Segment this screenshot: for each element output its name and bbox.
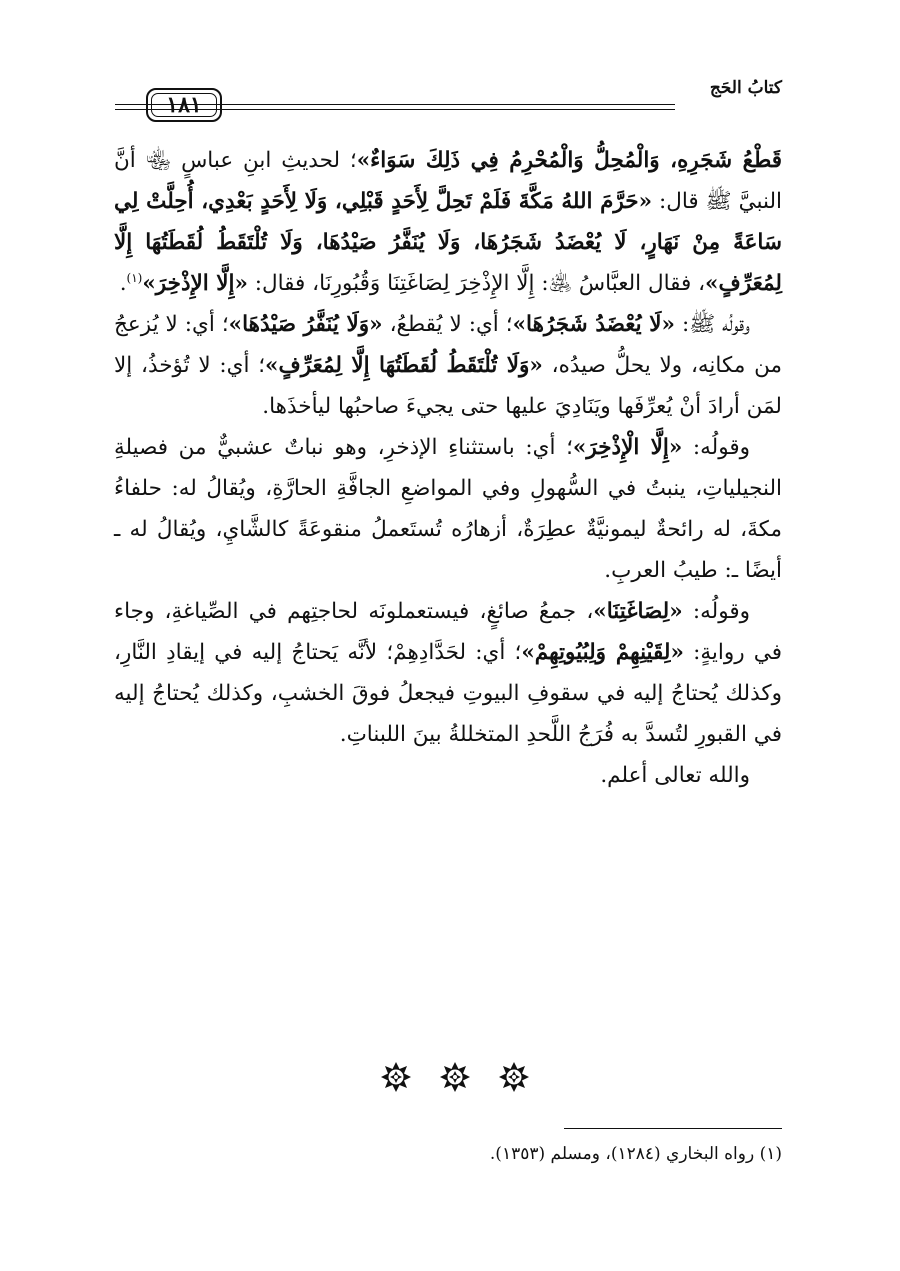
hadith-quote: «لِصَاغَتِنَا» (593, 599, 683, 624)
text-run: ؛ أي: لا يُزعجُ من مكانِه، ولا يحلُّ صيدُه، (114, 312, 782, 378)
text-run: وقولُه ﷺ: (674, 312, 750, 337)
star-rosette-icon (439, 1061, 471, 1093)
text-run: وقولُه: (682, 599, 750, 624)
text-run: ، فقال: (247, 271, 320, 296)
text-run: ، فقال العبَّاسُ ﵁: (534, 271, 706, 296)
star-rosette-icon (380, 1061, 412, 1093)
text-run: ؛ أي: لا يُقطعُ، (382, 312, 513, 337)
text-run: إِلَّا الإِذْخِرَ لِصَاغَتِنَا وَقُبُورِنَا (319, 271, 535, 296)
page-number: ١٨١ (151, 93, 217, 117)
text-run: ؛ أي: لا تُؤخذُ، إلا لمَن أرادَ أنْ يُعرِّفَها ويَنَادِيَ عليها حتى يجيءَ صاحبُها ليأخذَها. (114, 353, 782, 419)
text-run: ؛ لحديثِ ابنِ عباسٍ ﵄ أنَّ النبيَّ ﷺ قال: (114, 148, 783, 214)
paragraph (114, 304, 782, 427)
hadith-quote: «لِقَيْنِهِمْ وَلِبُيُوتِهِمْ» (521, 640, 684, 665)
footnote-ref[interactable]: (١) (126, 270, 143, 285)
book-title: كتابُ الحَج (709, 78, 782, 98)
footnote-rule (564, 1128, 782, 1129)
hadith-quote: «إِلَّا الإِذْخِرَ» (142, 271, 248, 296)
closing-line: والله تعالى أعلم. (600, 763, 750, 788)
header-rule (118, 109, 146, 110)
hadith-quote: «وَلَا تُلْتَقَطُ لُقَطَتُهَا إِلَّا لِمُعَرِّفٍ» (265, 353, 543, 378)
hadith-quote: «حَرَّمَ اللهُ مَكَّةَ فَلَمْ تَحِلَّ لِأَحَدٍ قَبْلِي، وَلَا لِأَحَدٍ بَعْدِي، أُحِلَّتْ لِي سَاعَةً مِنْ نَهَارٍ، لَا يُعْضَدُ شَجَرُهَا، وَلَا يُنَفَّرُ صَيْدُهَا، وَلَا تُلْتَقَطُ لُقَطَتُهَا إِلَّا لِمُعَرِّفٍ» (114, 189, 782, 296)
paragraph (114, 140, 782, 304)
text-run: وقولُه: (682, 435, 750, 460)
text-run: ؛ أي: باستثناءِ الإذخرِ، وهو نباتٌ عشبيٌّ من فصيلةِ النجيلياتِ، ينبتُ في السُّهولِ وفي المواضعِ الجافَّةِ الحارَّةِ، ويُقالُ له: حلفاءُ مكةَ، له رائحةٌ ليمونيَّةٌ عطِرَةٌ، أزهارُه تُستَعملُ منقوعَةً كالشَّايِ، ويُقالُ له ـ أيضًا ـ: طيبُ العربِ. (114, 435, 782, 583)
star-rosette-icon (498, 1061, 530, 1093)
page-number-frame (146, 88, 222, 122)
text-run: ، جمعُ صائغٍ، فيستعملونَه لحاجتِهم في الصِّياغةِ، وجاء في روايةٍ: (114, 599, 783, 665)
text-run: . (119, 271, 127, 296)
hadith-quote: «إِلَّا الْإِذْخِرَ» (572, 435, 683, 460)
hadith-quote: «وَلَا يُنَفَّرُ صَيْدُهَا» (228, 312, 383, 337)
paragraph (114, 427, 782, 591)
section-ornaments (380, 1060, 530, 1094)
bold-quote: قَطْعُ شَجَرِهِ، وَالْمُحِلُّ وَالْمُحْرِمُ فِي ذَلِكَ سَوَاءٌ» (356, 148, 782, 173)
body-text (114, 140, 782, 796)
paragraph (114, 591, 782, 755)
header-rule (118, 104, 146, 105)
footnote: (١) رواه البخاري (١٢٨٤)، ومسلم (١٣٥٣). (489, 1144, 782, 1164)
hadith-quote: «لَا يُعْضَدُ شَجَرُهَا» (512, 312, 675, 337)
text-run: ؛ أي: لحَدَّادِهِمْ؛ لأنَّه يَحتاجُ إليه في إيقادِ النَّارِ، وكذلك يُحتاجُ إليه في سقوفِ البيوتِ فيجعلُ فوقَ الخشبِ، وكذلك يُحتاجُ إليه في القبورِ لتُسدَّ به فُرَجُ اللَّحدِ المتخللةُ بينَ اللبناتِ. (114, 640, 782, 747)
